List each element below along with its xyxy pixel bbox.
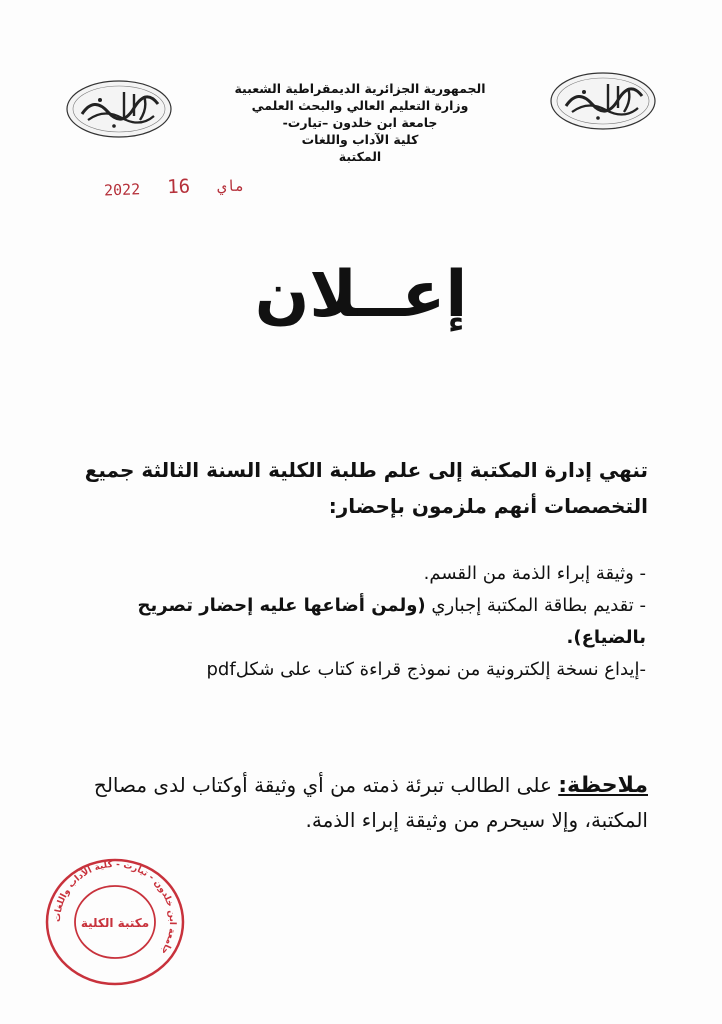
- stamp-inner-text: مكتبة الكلية: [80, 916, 150, 930]
- header-ministry: وزارة التعليم العالي والبحث العلمي: [251, 98, 469, 113]
- list-item-text: - تقديم بطاقة المكتبة إجباري: [425, 595, 646, 616]
- university-logo-right: [548, 70, 658, 132]
- list-item: -إيداع نسخة إلكترونية من نموذج قراءة كتاب على شكلpdf: [206, 659, 646, 680]
- announcement-title: إعــلان: [254, 258, 468, 332]
- date-month: ماي: [216, 176, 245, 196]
- note-text: على الطالب تبرئة ذمته من أي وثيقة أوكتاب لدى مصالح المكتبة، وإلا سيحرم من وثيقة إبراء الذمة.: [93, 773, 648, 832]
- document-header: [200, 80, 520, 165]
- list-item: [66, 590, 646, 654]
- header-republic: الجمهورية الجزائرية الديمقراطية الشعبية: [234, 81, 486, 96]
- list-item: - وثيقة إبراء الذمة من القسم.: [423, 563, 646, 584]
- list-item-emphasis: (ولمن أضاعها عليه إحضار تصريح بالضياع).: [137, 595, 646, 648]
- header-university: جامعة ابن خلدون –تيارت-: [282, 115, 438, 130]
- note-label: ملاحظة:: [558, 773, 648, 798]
- handwritten-date: [104, 174, 245, 201]
- date-day: 16: [166, 175, 191, 199]
- date-year: 2022: [103, 180, 141, 200]
- intro-paragraph: تنهي إدارة المكتبة إلى علم طلبة الكلية السنة الثالثة جميع التخصصات أنهم ملزمون بإحضار:: [84, 458, 648, 518]
- note-paragraph: [68, 768, 648, 837]
- university-logo-left: [64, 78, 174, 140]
- official-stamp: [40, 855, 190, 990]
- stamp-outer-text: جامعة ابن خلدون - تيارت - كلية الآداب واللغات: [52, 859, 178, 956]
- requirements-list: [66, 558, 646, 686]
- header-faculty: كلية الآداب واللغات: [301, 132, 419, 147]
- header-library: المكتبة: [338, 149, 382, 164]
